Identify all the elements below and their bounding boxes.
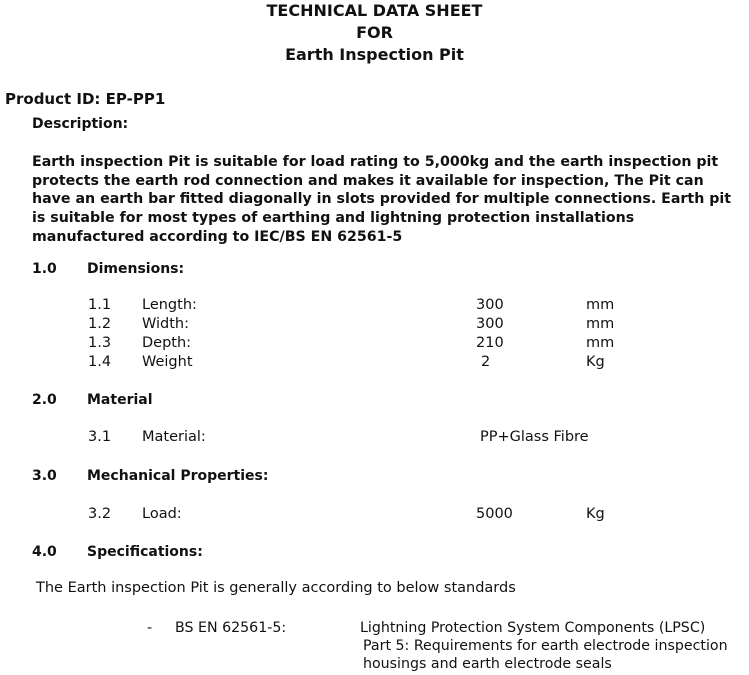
section-3-number: 3.0 [32,468,57,484]
row-1-3-number: 1.3 [88,335,112,351]
row-1-2-value: 300 [476,316,504,332]
description-label: Description: [32,116,129,132]
section-4-number: 4.0 [32,544,57,560]
standard-title-line1: Lightning Protection System Components (LPSC) [360,620,706,636]
row-1-1-unit: mm [586,297,615,313]
standards-intro: The Earth inspection Pit is generally according to below standards [36,580,516,596]
standard-code: BS EN 62561-5: [175,620,287,636]
row-1-4-unit: Kg [586,354,605,370]
row-3-2-unit: Kg [586,506,605,522]
row-3-1-label: Material: [142,429,206,445]
standard-title-line2: Part 5: Requirements for earth electrode inspection [363,638,728,654]
standard-bullet: - [147,620,153,636]
standard-title-line3: housings and earth electrode seals [363,656,612,672]
section-1-number: 1.0 [32,261,57,277]
doc-title-line2: FOR [356,23,393,42]
doc-title-line1: TECHNICAL DATA SHEET [266,1,483,20]
doc-title-line3: Earth Inspection Pit [285,45,464,64]
row-1-2-unit: mm [586,316,615,332]
row-1-2-number: 1.2 [88,316,112,332]
section-3-title: Mechanical Properties: [87,468,269,484]
row-1-3-unit: mm [586,335,615,351]
row-1-3-label: Depth: [142,335,192,351]
row-1-4-label: Weight [142,354,193,370]
section-2-title: Material [87,392,153,408]
row-3-1-number: 3.1 [88,429,112,445]
section-4-title: Specifications: [87,544,203,560]
row-3-2-label: Load: [142,506,182,522]
description-text: Earth inspection Pit is suitable for load rating to 5,000kg and the earth inspection pit protects the earth rod connection and makes it available for inspection, The Pit can have an earth bar fitted diagonally in slots provided for multiple connections. Earth pit is suitable for most types of earthing and lightning protection installations manufactured according to IEC/BS EN 62561-5 [32,154,732,245]
section-2-number: 2.0 [32,392,57,408]
row-1-3-value: 210 [476,335,504,351]
row-1-4-value: 2 [481,354,491,370]
row-1-2-label: Width: [142,316,190,332]
row-1-1-number: 1.1 [88,297,112,313]
section-1-title: Dimensions: [87,261,185,277]
row-3-2-number: 3.2 [88,506,112,522]
row-3-1-value: PP+Glass Fibre [480,429,589,445]
row-3-2-value: 5000 [476,506,513,522]
row-1-4-number: 1.4 [88,354,112,370]
row-1-1-label: Length: [142,297,197,313]
product-id: Product ID: EP-PP1 [5,90,166,108]
row-1-1-value: 300 [476,297,504,313]
